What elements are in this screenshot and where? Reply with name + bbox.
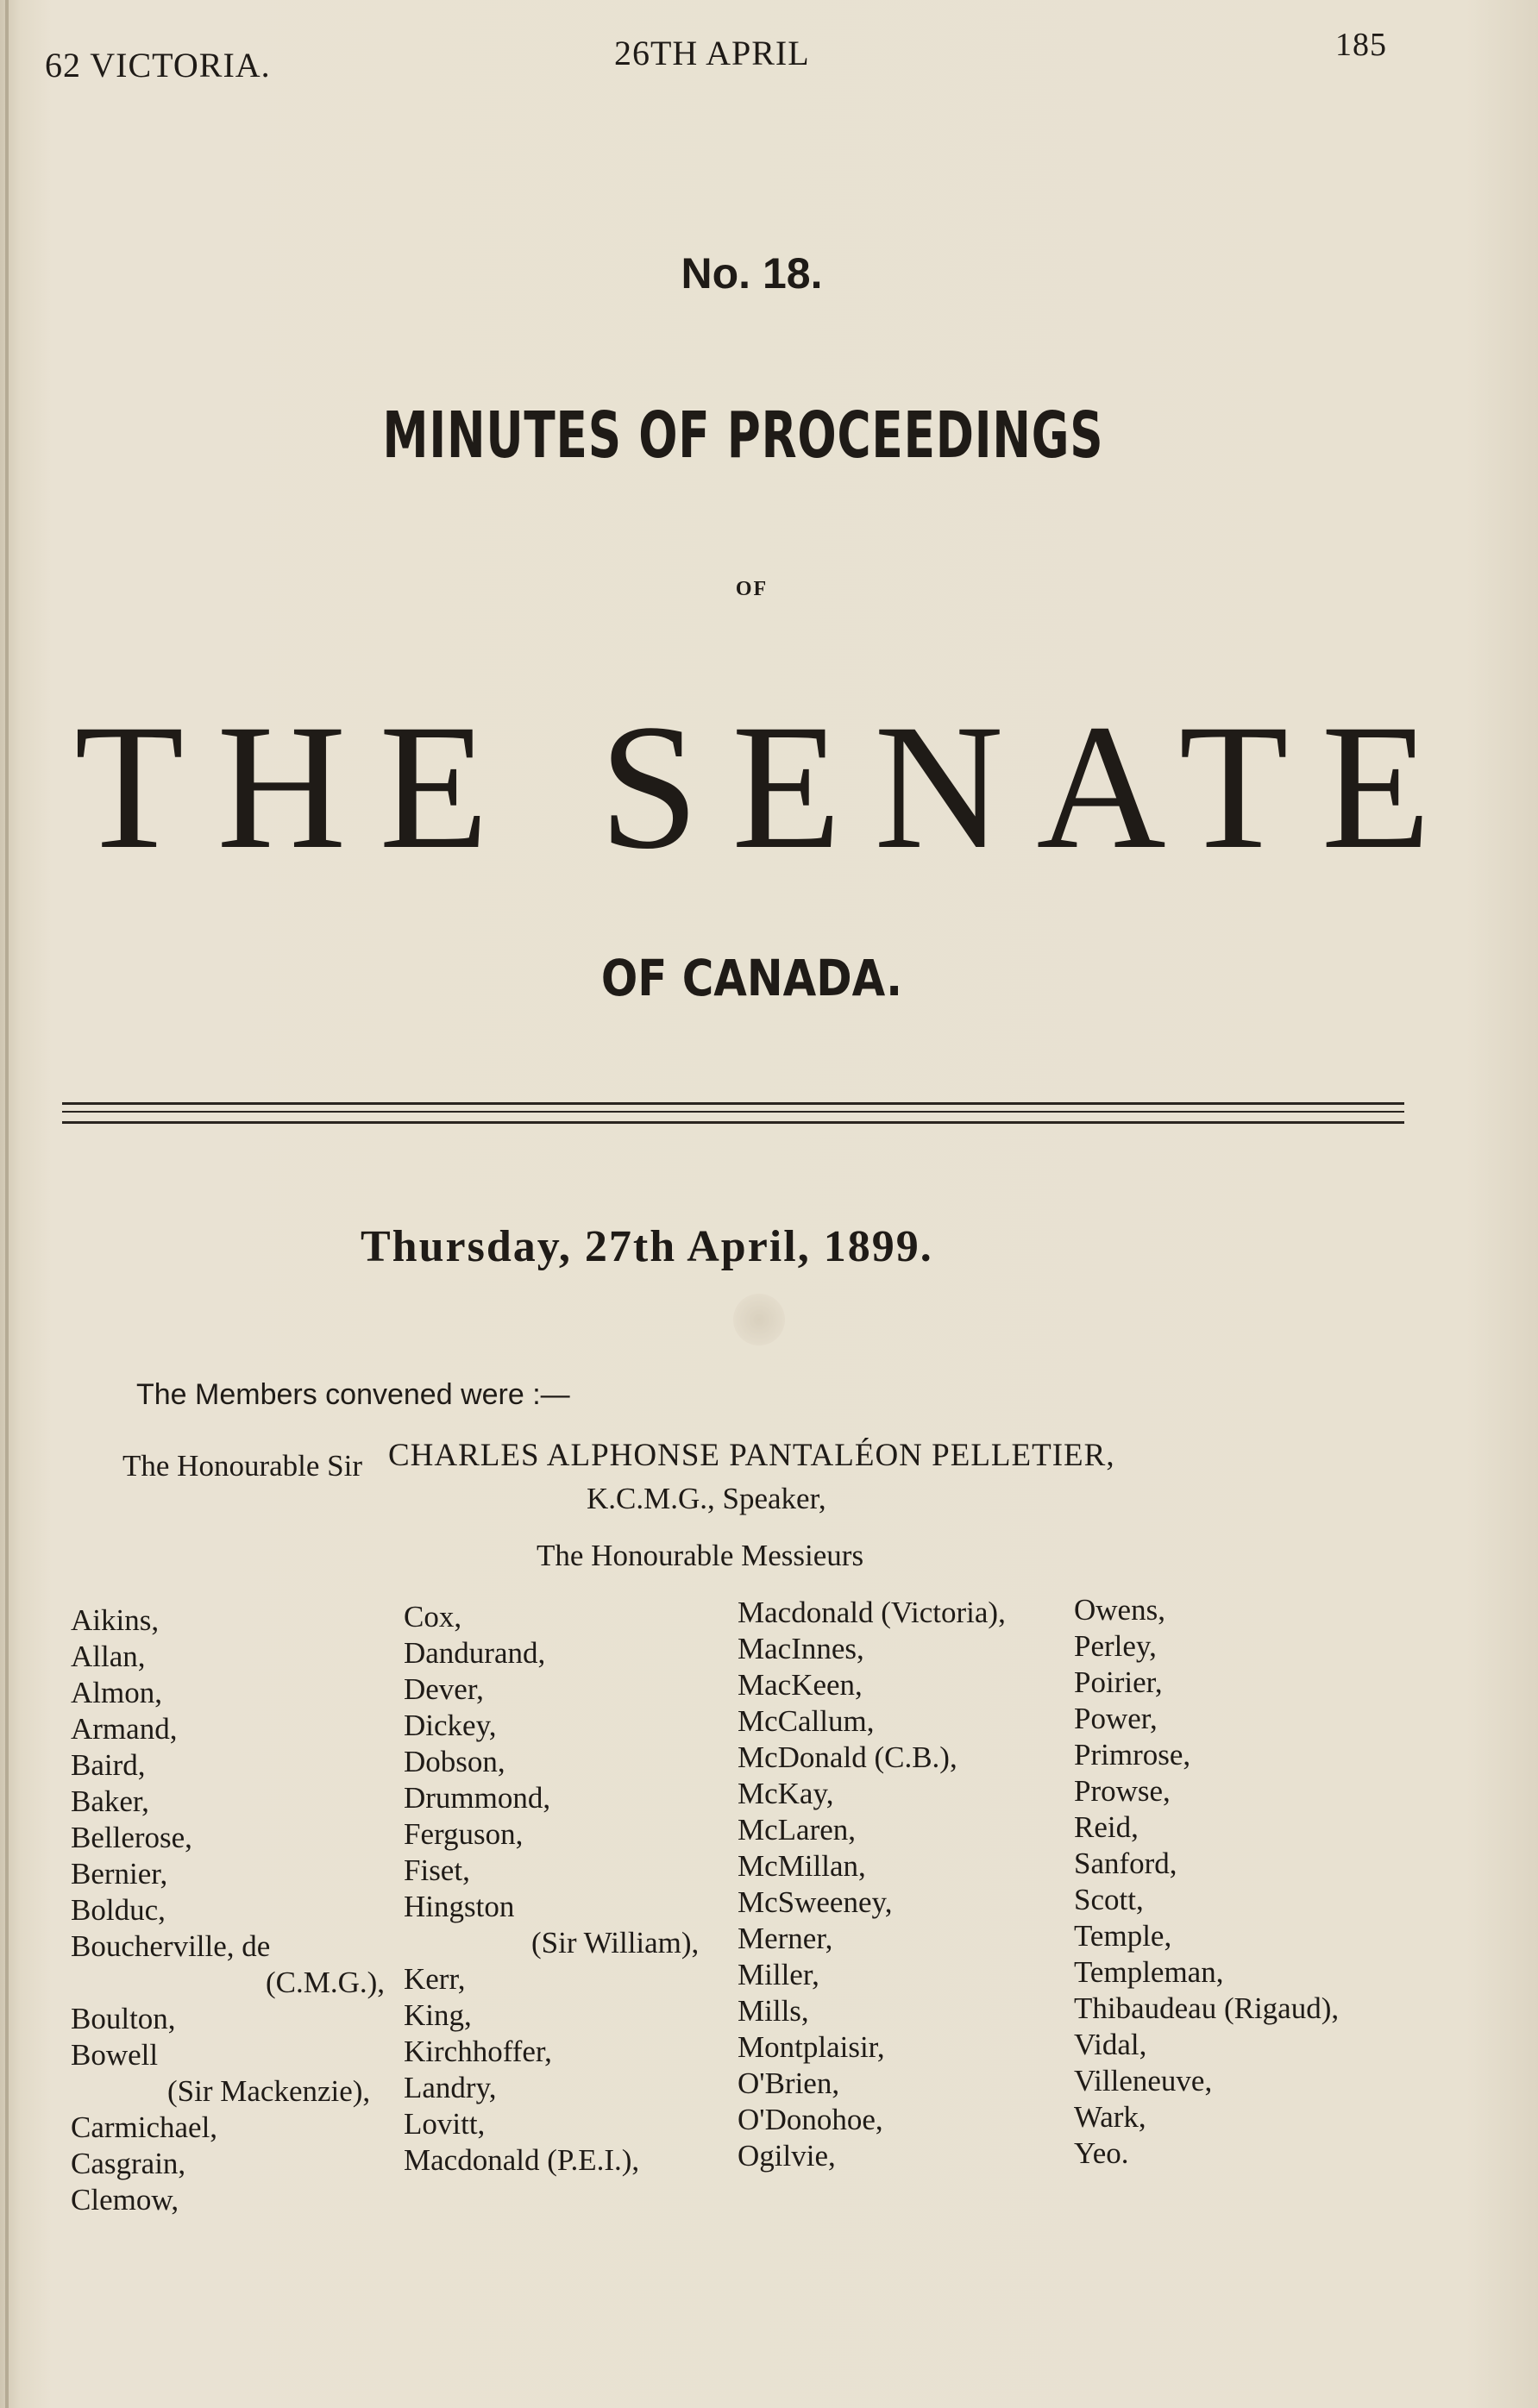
issue-number: No. 18. [681,249,823,298]
member-name: Bolduc, [71,1893,166,1927]
member-name: Lovitt, [404,2107,486,2141]
member-name-suffix: (Sir Mackenzie), [167,2074,371,2108]
page-number: 185 [1335,27,1387,63]
running-head-date: 26TH APRIL [614,34,810,72]
member-name: King, [404,1998,472,2032]
paper-stain [733,1294,785,1345]
member-name: Thibaudeau (Rigaud), [1074,1991,1340,2025]
member-name: Reid, [1074,1810,1139,1844]
member-name: Perley, [1074,1629,1157,1663]
member-name: Mills, [738,1994,809,2028]
member-name: McMillan, [738,1849,866,1883]
speaker-name: CHARLES ALPHONSE PANTALÉON PELLETIER, [388,1438,1115,1473]
member-name: Kerr, [404,1962,466,1996]
member-name: Ogilvie, [738,2139,836,2173]
member-name: Ferguson, [404,1817,524,1851]
member-name: Dever, [404,1672,484,1706]
speaker-honorific: The Honourable Sir [122,1449,362,1483]
member-name: O'Brien, [738,2066,840,2100]
member-name: Fiset, [404,1853,470,1887]
binding-edge [5,0,9,2408]
member-name: Carmichael, [71,2110,218,2144]
member-name: Allan, [71,1640,146,1673]
member-name: Dandurand, [404,1636,546,1670]
member-name: Boulton, [71,2002,176,2035]
member-name: Yeo. [1074,2136,1129,2170]
member-name: McLaren, [738,1813,857,1847]
member-name: Wark, [1074,2100,1146,2134]
member-name: McDonald (C.B.), [738,1740,957,1774]
member-name: Owens, [1074,1593,1165,1627]
member-name: McSweeney, [738,1885,893,1919]
members-column-4 [1074,1592,1339,2172]
member-name: McKay, [738,1777,834,1810]
member-name: Drummond, [404,1781,551,1815]
member-name: Armand, [71,1712,178,1746]
member-name-suffix: (Sir William), [531,1926,700,1960]
members-column-3 [738,1595,1006,2174]
running-head-session: 62 VICTORIA. [45,46,271,85]
member-name: Baird, [71,1748,146,1782]
member-name: Power, [1074,1702,1158,1735]
member-name: Cox, [404,1600,462,1634]
sitting-date: Thursday, 27th April, 1899. [361,1222,933,1271]
members-column-1 [71,1602,385,2218]
member-name: MacKeen, [738,1668,863,1702]
member-name: Sanford, [1074,1847,1177,1880]
member-name-suffix: (C.M.G.), [266,1966,386,1999]
member-name: Bowell [71,2038,159,2072]
member-name: Boucherville, de [71,1929,271,1963]
senate-heading: THE SENATE [74,687,1464,886]
divider-rule-middle [62,1111,1404,1113]
member-name: Casgrain, [71,2147,186,2180]
member-name: McCallum, [738,1704,875,1738]
member-name: Baker, [71,1784,149,1818]
member-name: Bernier, [71,1857,168,1891]
member-name: Scott, [1074,1883,1144,1916]
divider-rule-top [62,1102,1404,1105]
member-name: Primrose, [1074,1738,1191,1772]
divider-rule-bottom [62,1121,1404,1124]
member-name: Landry, [404,2071,497,2104]
messieurs-heading: The Honourable Messieurs [537,1539,864,1572]
member-name: Prowse, [1074,1774,1171,1808]
speaker-title: K.C.M.G., Speaker, [587,1482,826,1515]
member-name: Dickey, [404,1709,497,1742]
member-name: O'Donohoe, [738,2103,883,2136]
member-name: Dobson, [404,1745,505,1778]
member-name: Macdonald (P.E.I.), [404,2143,640,2177]
member-name: Montplaisir, [738,2030,885,2064]
member-name: Almon, [71,1676,162,1709]
member-name: Poirier, [1074,1665,1163,1699]
member-name: Vidal, [1074,2028,1147,2061]
member-name: Temple, [1074,1919,1172,1953]
members-convened-line: The Members convened were :— [136,1378,570,1411]
member-name: Bellerose, [71,1821,192,1854]
member-name: Templeman, [1074,1955,1224,1989]
canada-heading: OF CANADA. [600,949,903,1007]
member-name: Hingston [404,1890,515,1923]
members-column-2 [404,1599,699,2179]
member-name: Merner, [738,1922,833,1955]
of-connector: OF [735,578,769,600]
member-name: Villeneuve, [1074,2064,1213,2098]
member-name: Macdonald (Victoria), [738,1596,1006,1629]
member-name: Kirchhoffer, [404,2035,552,2068]
member-name: MacInnes, [738,1632,864,1665]
minutes-heading: MINUTES OF PROCEEDINGS [382,398,1104,473]
member-name: Aikins, [71,1603,160,1637]
member-name: Clemow, [71,2183,179,2217]
member-name: Miller, [738,1958,819,1991]
